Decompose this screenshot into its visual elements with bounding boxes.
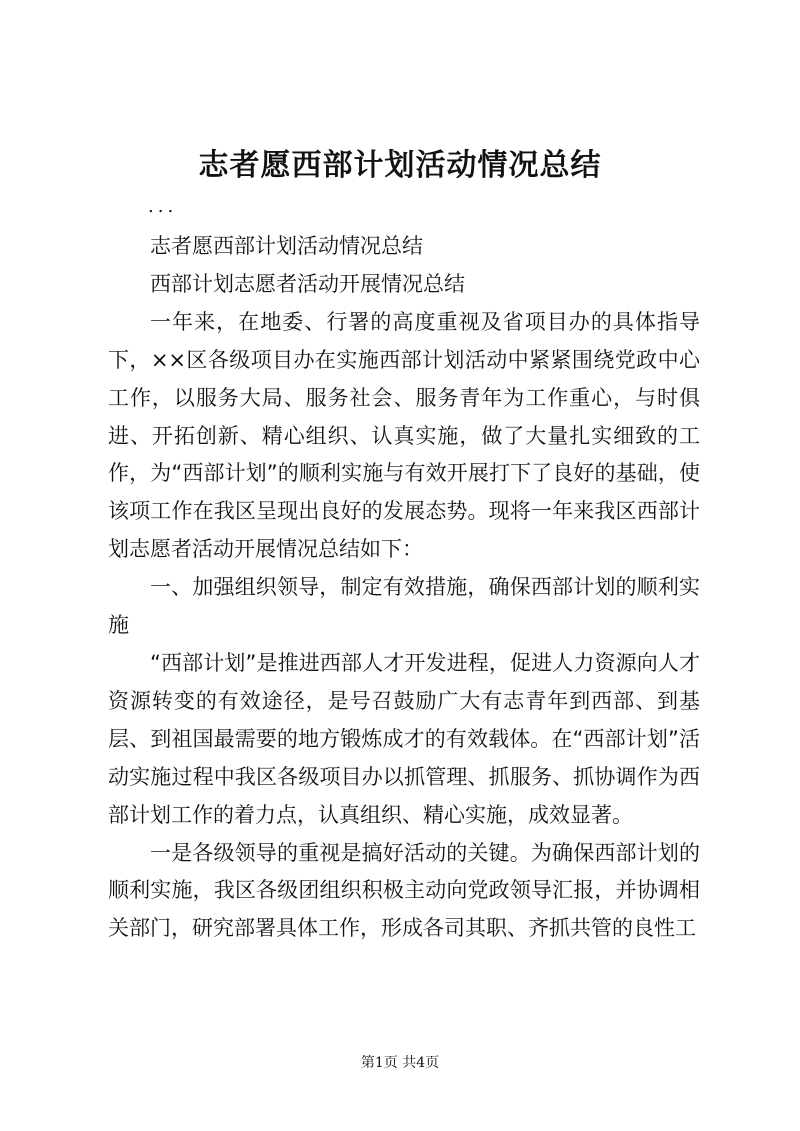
ellipsis-marker: ... [148,196,178,217]
paragraph-section-1: “西部计划”是推进西部人才开发进程，促进人力资源向人才资源转变的有效途径，是号召鼓励广大有志青年到西部、到基层、到祖国最需要的地方锻炼成才的有效载体。在“西部计划”活动实施过程中我区各级项目办以抓管理、抓服务、抓协调作为西部计划工作的着力点，认真组织、精心实施，成效显著。 [108,650,700,827]
paragraph-point-1: 一是各级领导的重视是搞好活动的关键。为确保西部计划的顺利实施，我区各级团组织积极主动向党政领导汇报，并协调相关部门，研究部署具体工作，形成各司其职、齐抓共管的良性工 [108,840,700,941]
section-heading-1: 一、加强组织领导，制定有效措施，确保西部计划的顺利实施 [108,575,700,638]
page-footer: 第1页 共4页 [360,1055,440,1071]
paragraph-heading-1: 志者愿西部计划活动情况总结 [150,234,423,258]
document-body [108,228,700,948]
paragraph-intro: 一年来，在地委、行署的高度重视及省项目办的具体指导下，××区各级项目办在实施西部计划活动中紧紧围绕党政中心工作，以服务大局、服务社会、服务青年为工作重心，与时俱进、开拓创新、精心组织、认真实施，做了大量扎实细致的工作，为“西部计划”的顺利实施与有效开展打下了良好的基础，使该项工作在我区呈现出良好的发展态势。现将一年来我区西部计划志愿者活动开展情况总结如下： [108,309,700,562]
paragraph-heading-2: 西部计划志愿者活动开展情况总结 [150,271,465,296]
document-title: 志者愿西部计划活动情况总结 [198,148,602,183]
